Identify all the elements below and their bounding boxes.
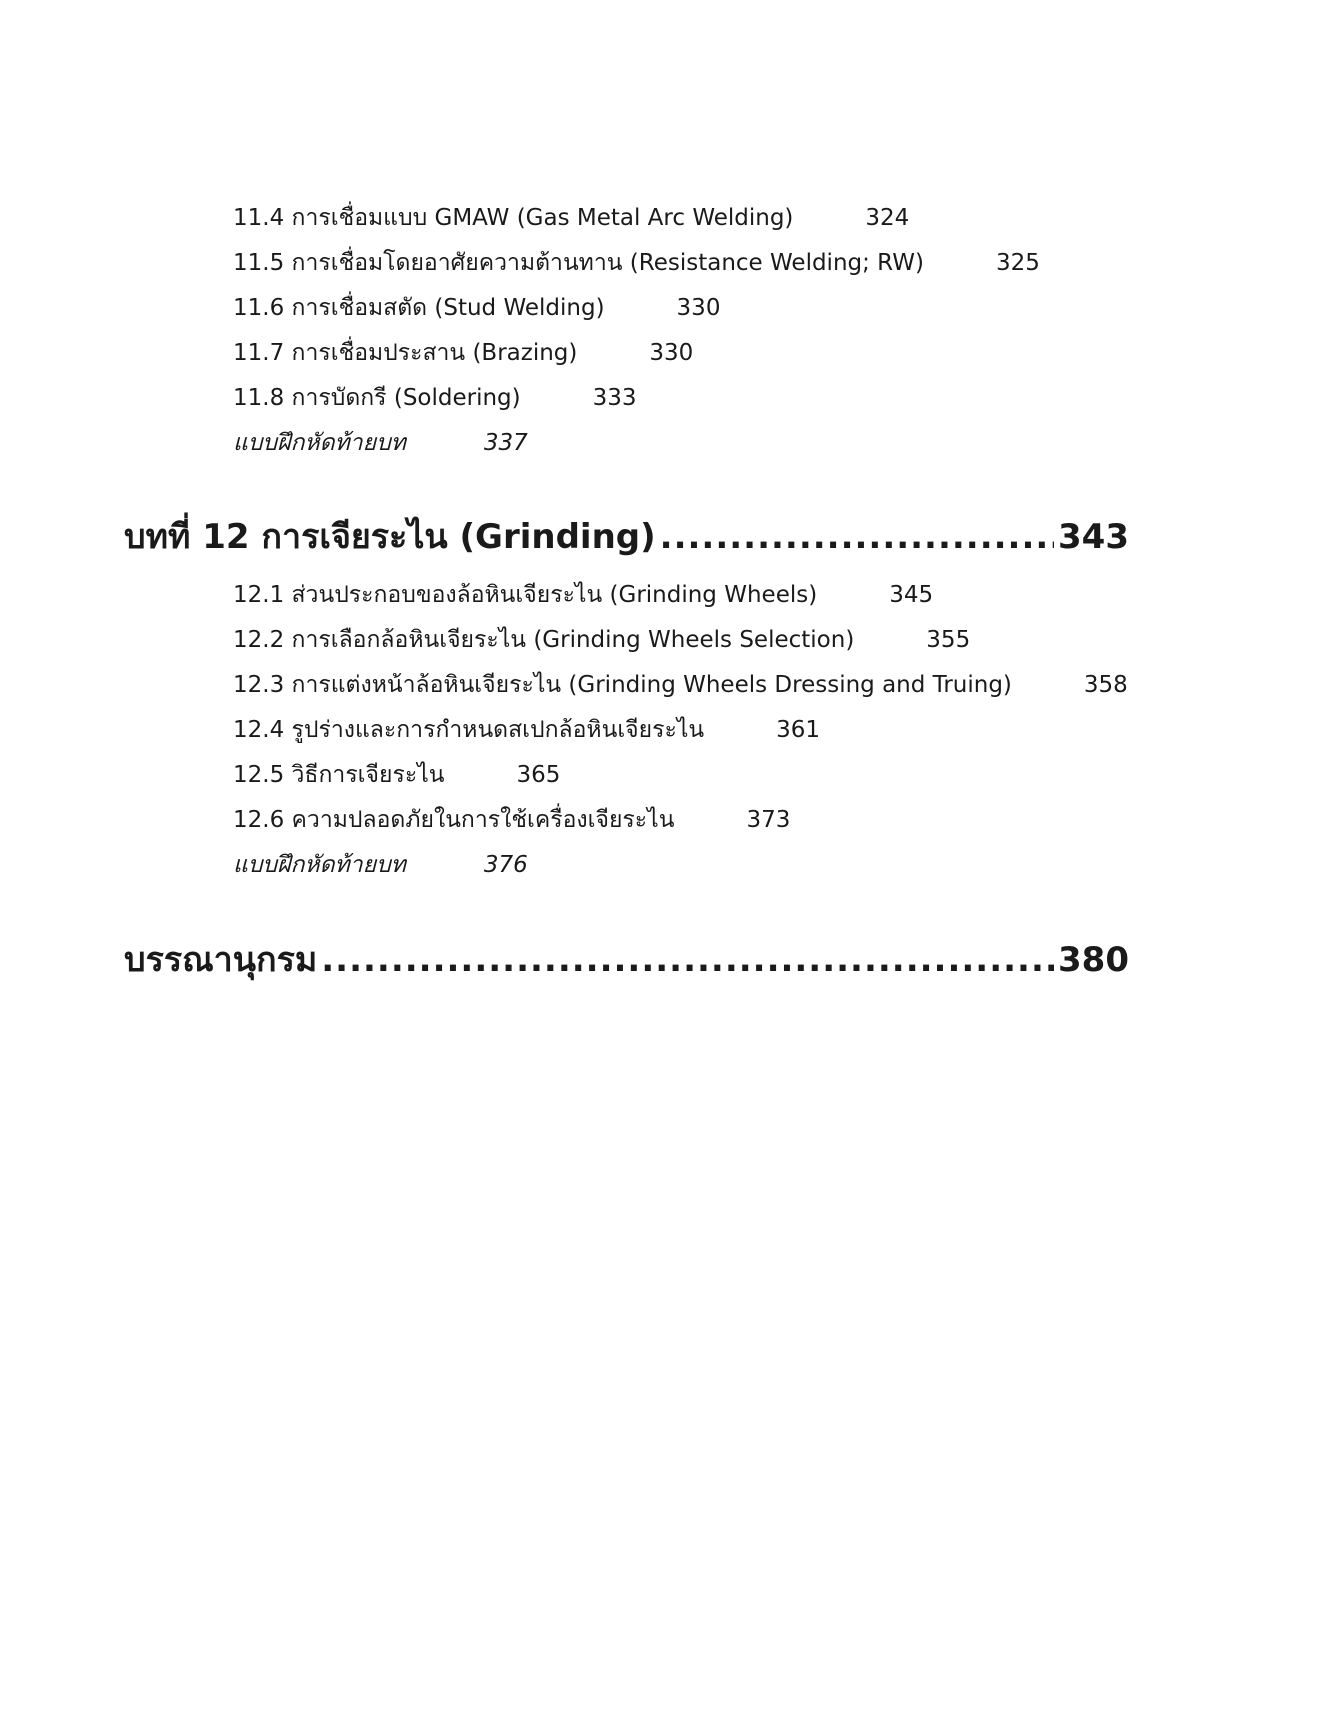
toc-entry-label: 11.5 การเชื่อมโดยอาศัยความต้านทาน (Resistance Welding; RW)	[233, 250, 924, 276]
dot-leader	[321, 932, 1054, 988]
chapter-title: บทที่ 12 การเจียระไน (Grinding)	[124, 517, 656, 557]
toc-entry-page: 330	[649, 340, 694, 366]
toc-entry-12-1[interactable]	[233, 575, 933, 615]
toc-entry-label: 12.3 การแต่งหน้าล้อหินเจียระไน (Grinding Wheels Dressing and Truing)	[233, 672, 1012, 698]
toc-entry-12-4[interactable]	[233, 710, 820, 750]
toc-entry-12-5[interactable]	[233, 755, 560, 795]
toc-entry-label: 11.4 การเชื่อมแบบ GMAW (Gas Metal Arc Welding)	[233, 205, 794, 231]
toc-entry-label: 11.7 การเชื่อมประสาน (Brazing)	[233, 340, 578, 366]
toc-exercise-page: 376	[483, 852, 528, 878]
toc-entry-page: 365	[516, 762, 561, 788]
toc-entry-label: 12.6 ความปลอดภัยในการใช้เครื่องเจียระไน	[233, 807, 675, 833]
toc-entry-label: 11.6 การเชื่อมสตัด (Stud Welding)	[233, 295, 605, 321]
toc-entry-page: 361	[776, 717, 821, 743]
toc-entry-11-6[interactable]	[233, 288, 720, 328]
bibliography-page: 380	[1058, 940, 1129, 980]
toc-entry-page: 358	[1083, 672, 1128, 698]
toc-entry-label: 12.4 รูปร่างและการกำหนดสเปกล้อหินเจียระไน	[233, 717, 705, 743]
toc-entry-page: 373	[746, 807, 791, 833]
bibliography-heading[interactable]	[124, 932, 1129, 988]
toc-entry-12-2[interactable]	[233, 620, 970, 660]
toc-entry-11-8[interactable]	[233, 378, 637, 418]
dot-leader	[660, 509, 1054, 565]
chapter-page: 343	[1058, 517, 1129, 557]
toc-entry-11-5[interactable]	[233, 243, 1040, 283]
toc-entry-label: 12.1 ส่วนประกอบของล้อหินเจียระไน (Grinding Wheels)	[233, 582, 818, 608]
toc-entry-12-3[interactable]	[233, 665, 1128, 705]
toc-exercise-page: 337	[483, 430, 528, 456]
toc-exercise-label: แบบฝึกหัดท้ายบท	[233, 852, 406, 878]
chapter-12-heading[interactable]	[124, 509, 1129, 565]
toc-entry-label: 12.5 วิธีการเจียระไน	[233, 762, 445, 788]
toc-exercise-11[interactable]	[233, 423, 528, 463]
toc-entry-page: 325	[995, 250, 1040, 276]
toc-entry-12-6[interactable]	[233, 800, 790, 840]
toc-exercise-12[interactable]	[233, 845, 528, 885]
toc-exercise-label: แบบฝึกหัดท้ายบท	[233, 430, 406, 456]
bibliography-title: บรรณานุกรม	[124, 940, 318, 980]
toc-entry-page: 333	[592, 385, 637, 411]
toc-entry-label: 11.8 การบัดกรี (Soldering)	[233, 385, 521, 411]
toc-entry-page: 330	[676, 295, 721, 321]
toc-entry-page: 355	[926, 627, 971, 653]
toc-entry-page: 324	[865, 205, 910, 231]
toc-entry-11-7[interactable]	[233, 333, 693, 373]
toc-entry-11-4[interactable]	[233, 198, 909, 238]
toc-entry-label: 12.2 การเลือกล้อหินเจียระไน (Grinding Wheels Selection)	[233, 627, 855, 653]
toc-entry-page: 345	[889, 582, 934, 608]
